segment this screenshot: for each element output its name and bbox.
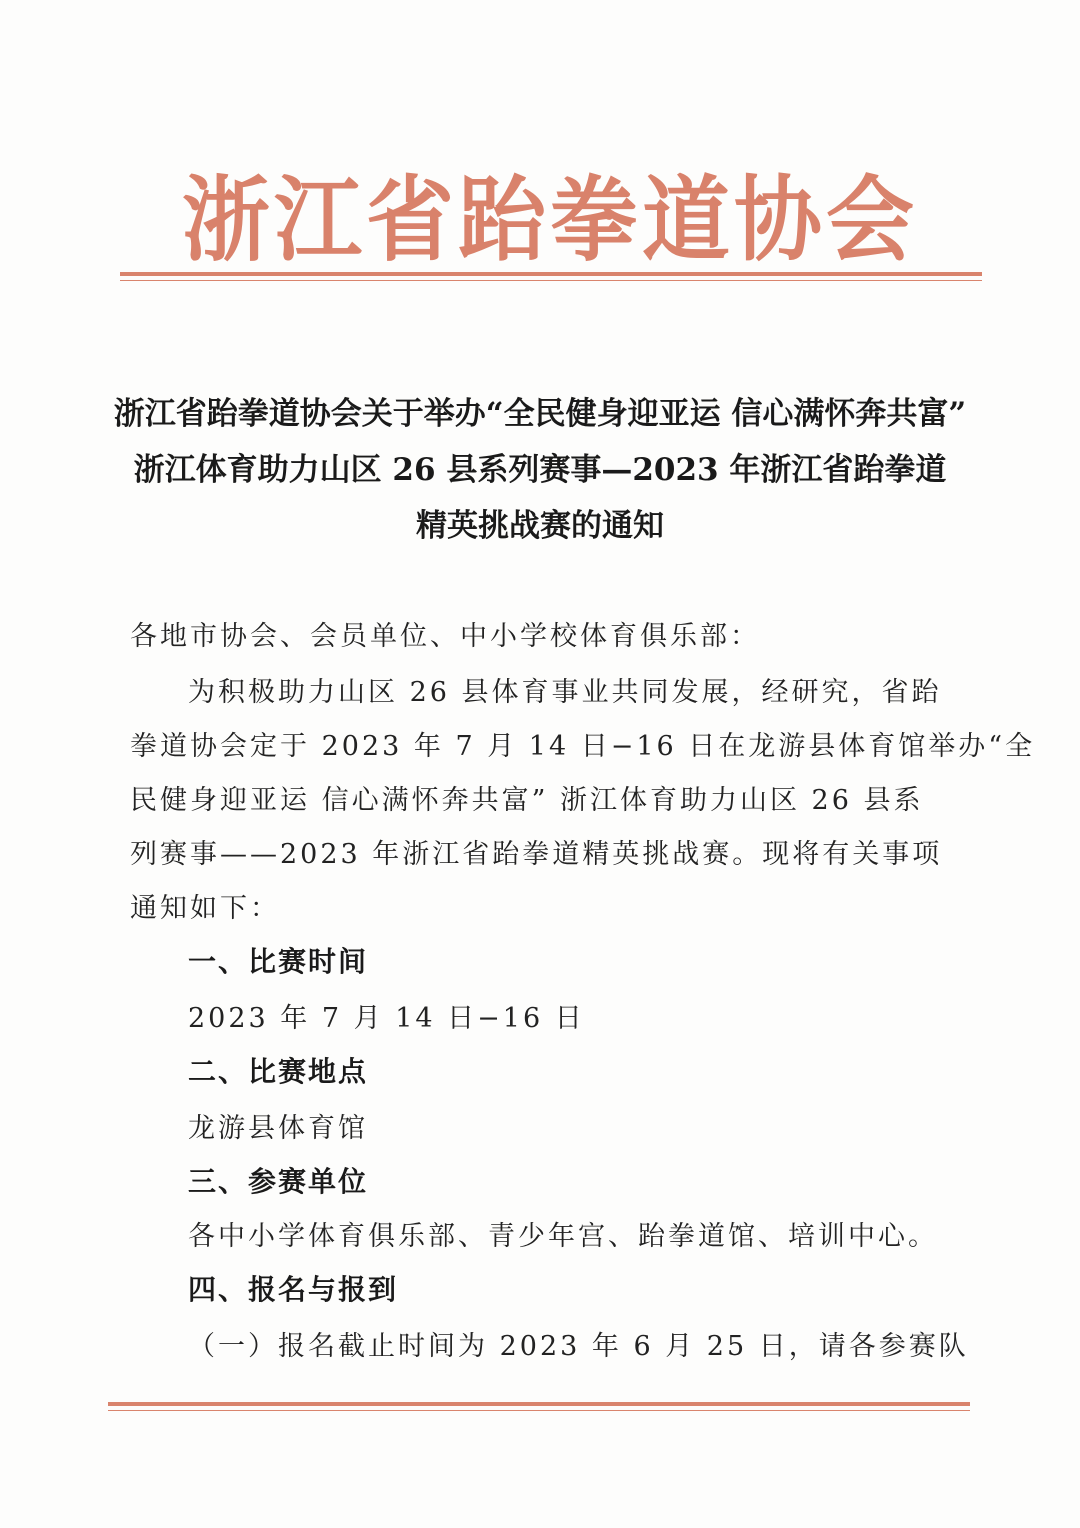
salutation: 各地市协会、会员单位、中小学校体育俱乐部： — [130, 621, 760, 652]
section-heading-participants: 三、参赛单位 — [188, 1165, 369, 1198]
document-title-line-3: 精英挑战赛的通知 — [416, 508, 664, 544]
section-content-venue: 龙游县体育馆 — [188, 1113, 368, 1144]
section-content-registration: （一）报名截止时间为 2023 年 6 月 25 日，请各参赛队 — [188, 1331, 969, 1362]
footer-red-rule — [108, 1402, 970, 1406]
section-content-participants: 各中小学体育俱乐部、青少年宫、跆拳道馆、培训中心。 — [188, 1221, 938, 1252]
section-heading-time: 一、比赛时间 — [188, 945, 369, 978]
paragraph-1-line-4: 列赛事——2023 年浙江省跆拳道精英挑战赛。现将有关事项 — [130, 839, 943, 870]
paragraph-1-line-5: 通知如下： — [130, 893, 280, 924]
document-title-line-1: 浙江省跆拳道协会关于举办“全民健身迎亚运 信心满怀奔共富” — [113, 396, 967, 432]
letterhead-org-name: 浙江省跆拳道协会 — [181, 165, 918, 275]
footer-red-rule-thin — [108, 1410, 970, 1411]
paragraph-1-line-2: 拳道协会定于 2023 年 7 月 14 日−16 日在龙游县体育馆举办“全 — [130, 731, 1036, 762]
paragraph-1-line-3: 民健身迎亚运 信心满怀奔共富” 浙江体育助力山区 26 县系 — [130, 785, 924, 816]
paragraph-1-line-1: 为积极助力山区 26 县体育事业共同发展，经研究，省跆 — [188, 677, 942, 708]
letterhead-red-rule-thin — [120, 280, 982, 281]
document-title-line-2: 浙江体育助力山区 26 县系列赛事—2023 年浙江省跆拳道 — [133, 452, 947, 488]
document-title — [110, 386, 970, 554]
section-heading-registration: 四、报名与报到 — [188, 1273, 399, 1306]
letterhead-red-rule — [120, 272, 982, 276]
section-content-time: 2023 年 7 月 14 日−16 日 — [188, 1003, 585, 1034]
section-heading-venue: 二、比赛地点 — [188, 1055, 369, 1088]
